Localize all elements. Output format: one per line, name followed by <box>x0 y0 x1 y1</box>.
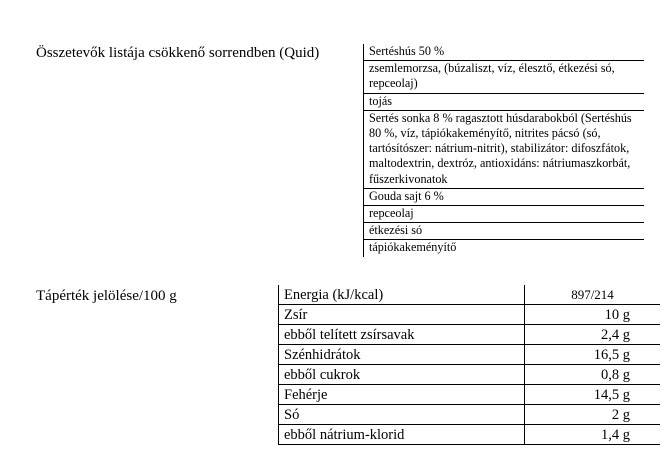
ingredient-item: Sertéshús 50 % <box>364 44 644 61</box>
ingredient-item: tojás <box>364 94 644 111</box>
table-row <box>279 325 661 345</box>
nutrient-name: ebből cukrok <box>279 365 525 385</box>
nutrient-name: ebből nátrium-klorid <box>279 425 525 445</box>
ingredient-item: Gouda sajt 6 % <box>364 189 644 206</box>
nutrient-name: Szénhidrátok <box>279 345 525 365</box>
nutrient-value: 897/214 <box>525 285 661 305</box>
nutrient-value: 14,5 g <box>525 385 661 405</box>
table-row <box>279 385 661 405</box>
nutrient-value: 1,4 g <box>525 425 661 445</box>
ingredients-heading: Összetevők listája csökkenő sorrendben (Quid) <box>36 45 320 61</box>
ingredient-item: repceolaj <box>364 206 644 223</box>
nutrient-value: 0,8 g <box>525 365 661 385</box>
table-row <box>279 365 661 385</box>
nutrient-name: ebből telített zsírsavak <box>279 325 525 345</box>
nutrient-name: Energia (kJ/kcal) <box>279 285 525 305</box>
nutrient-value: 10 g <box>525 305 661 325</box>
ingredient-item: zsemlemorzsa, (búzaliszt, víz, élesztő, étkezési só, repceolaj) <box>364 61 644 93</box>
nutrient-name: Zsír <box>279 305 525 325</box>
table-row <box>279 405 661 425</box>
table-row <box>279 305 661 325</box>
table-row <box>279 425 661 445</box>
nutrient-value: 2 g <box>525 405 661 425</box>
nutrient-value: 16,5 g <box>525 345 661 365</box>
table-row <box>279 285 661 305</box>
ingredient-item: tápiókakeményítő <box>369 240 457 255</box>
ingredient-item: Sertés sonka 8 % ragasztott húsdarabokból (Sertéshús 80 %, víz, tápiókakeményítő, nitrites pácsó (só, tartósítószer: nátrium-nitrit), stabilizátor: difoszfátok, maltodextrin, dextróz, antioxidáns: nátriumaszkorbát, fűszerkivonatok <box>364 111 644 189</box>
table-row <box>279 345 661 365</box>
nutrient-name: Fehérje <box>279 385 525 405</box>
nutrition-table <box>278 285 660 445</box>
nutrient-name: Só <box>279 405 525 425</box>
ingredients-list <box>363 44 644 257</box>
ingredient-item: étkezési só <box>364 223 644 240</box>
nutrient-value: 2,4 g <box>525 325 661 345</box>
nutrition-heading: Tápérték jelölése/100 g <box>36 288 177 304</box>
